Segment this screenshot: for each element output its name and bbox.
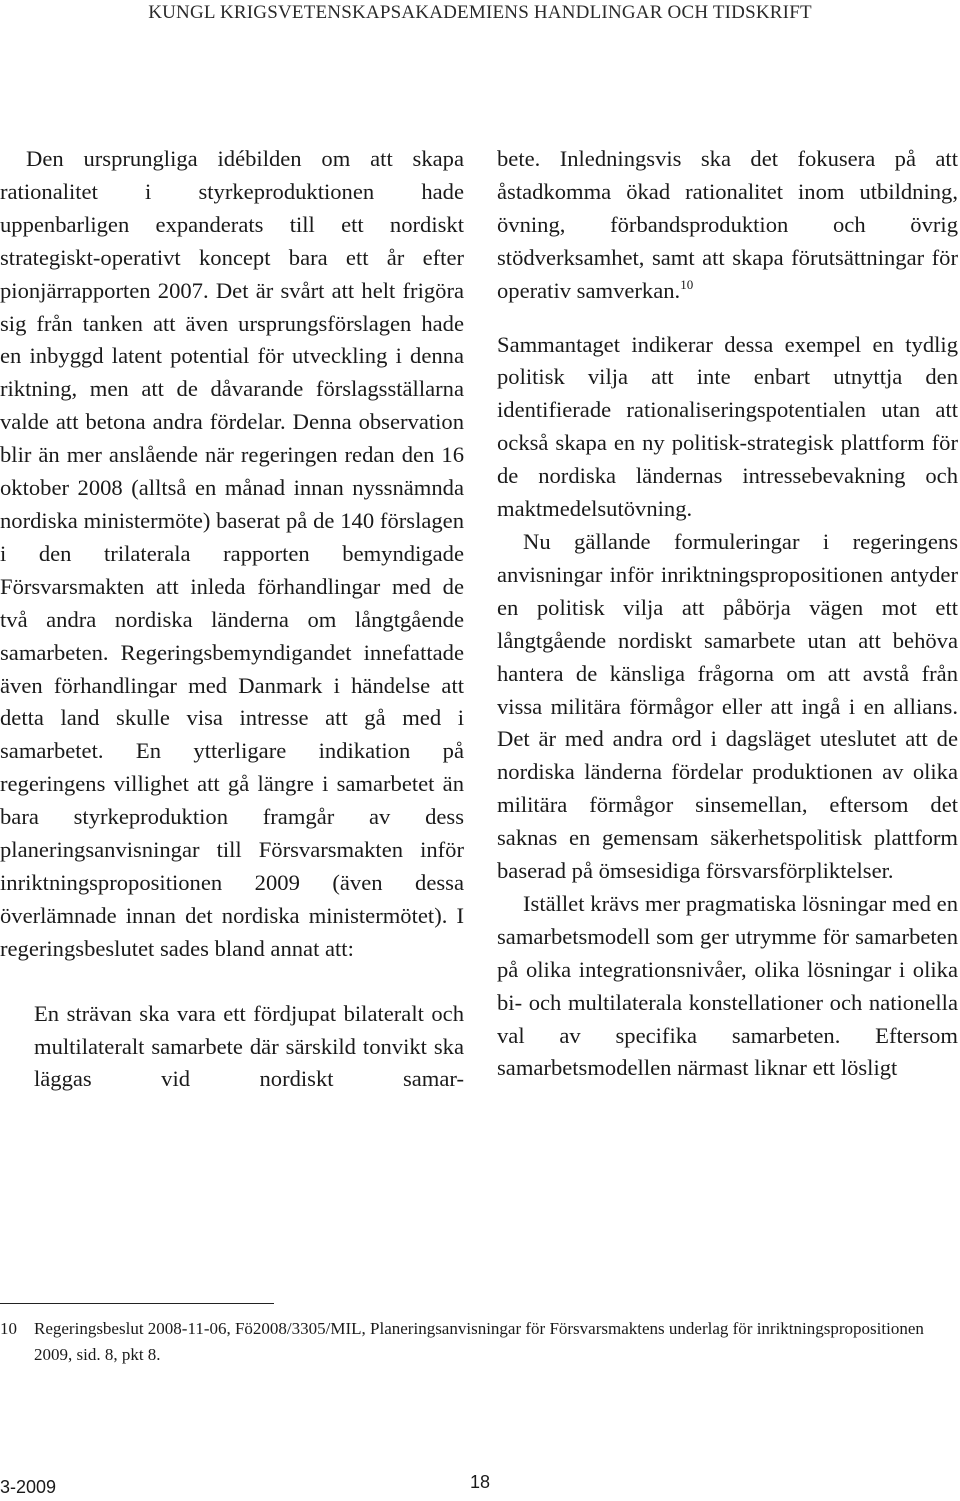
footnote-number: 10 — [0, 1319, 17, 1338]
footnote-text: Regeringsbeslut 2008-11-06, Fö2008/3305/MIL, Planeringsanvisningar för Försvarsmaktens underlag för inriktningspropositionen 2009, sid. 8, pkt 8. — [34, 1319, 924, 1364]
footnote-divider — [0, 1303, 274, 1304]
page-number: 18 — [469, 1472, 491, 1492]
paragraph-text: bete. Inledningsvis ska det fokusera på att åstadkomma ökad rationalitet inom utbildning, övning, förbandsproduktion och övrig stödverksamhet, samt att skapa förutsättningar för operativ samverkan. — [497, 146, 958, 303]
body-paragraph: Den ursprungliga idébilden om att skapa rationalitet i styrkeproduktionen hade uppenbarligen expanderats till ett nordiskt strategiskt-operativt koncept bara ett år efter pionjärrapporten 2007. Det är svårt att helt frigöra sig från tanken att även ursprungsförslagen hade en inbyggd latent potential för utveckling i denna riktning, men att de dåvarande förslagsställarna valde att betona andra fördelar. Denna observation blir än mer anslående när regeringen redan den 16 oktober 2008 (alltså en månad innan nyssnämnda nordiska ministermöte) baserat på de 140 förslagen i den trilaterala rapporten bemyndigade Försvarsmakten att inleda förhandlingar med de två andra nordiska länderna om långtgående samarbeten. Regeringsbemyndigandet innefattade även förhandlingar med Danmark i händelse att detta land skulle visa intresse att gå med i samarbetet. En ytterligare indikation på regeringens villighet att gå längre i samarbetet än bara styrkeproduktion framgår av dess planeringsanvisningar till Försvarsmakten inför inriktningspropositionen 2009 (även dessa överlämnade innan det nordiska ministermötet). I regeringsbeslutet sades bland annat att: — [0, 146, 464, 961]
footnote-reference[interactable]: 10 — [680, 276, 694, 292]
running-header: KUNGL KRIGSVETENSKAPSAKADEMIENS HANDLINGAR OCH TIDSKRIFT — [148, 2, 812, 23]
left-column — [0, 143, 464, 1096]
issue-label: 3-2009 — [0, 1477, 57, 1497]
footnote — [0, 1316, 960, 1368]
body-paragraph: Sammantaget indikerar dessa exempel en tydlig politisk vilja att inte enbart utnyttja den identifierade rationaliseringspotentialen utan att också skapa en ny politisk-strategisk plattform för de nordiska ländernas intressebevakning och maktmedelsutövning. — [497, 331, 958, 522]
right-column — [497, 143, 958, 1085]
body-paragraph: Istället krävs mer pragmatiska lösningar med en samarbetsmodell som ger utrymme för samarbeten på olika integrationsnivåer, olika lösningar i olika bi- och multilaterala konstellationer och nationella val av specifika samarbeten. Eftersom samarbetsmodellen närmast liknar ett lösligt — [497, 890, 958, 1081]
body-paragraph: Nu gällande formuleringar i regeringens anvisningar inför inriktningspropositionen antyder en politisk vilja att påbörja vägen mot ett långtgående nordiskt samarbete utan att behöva hantera de känsliga frågorna om att avstå från vissa militära förmågor eller att ingå i en allians. Det är med andra ord i dagsläget uteslutet att de nordiska länderna fördelar produktionen av olika militära förmågor sinsemellan, eftersom det saknas en gemensam säkerhetspolitisk plattform baserad på ömsesidiga försvarsförpliktelser. — [497, 528, 958, 884]
block-quote: En strävan ska vara ett fördjupat bilateralt och multilateralt samarbete där särskild tonvikt ska läggas vid nordiskt samar- — [34, 1000, 464, 1092]
body-paragraph-continued — [497, 143, 958, 308]
